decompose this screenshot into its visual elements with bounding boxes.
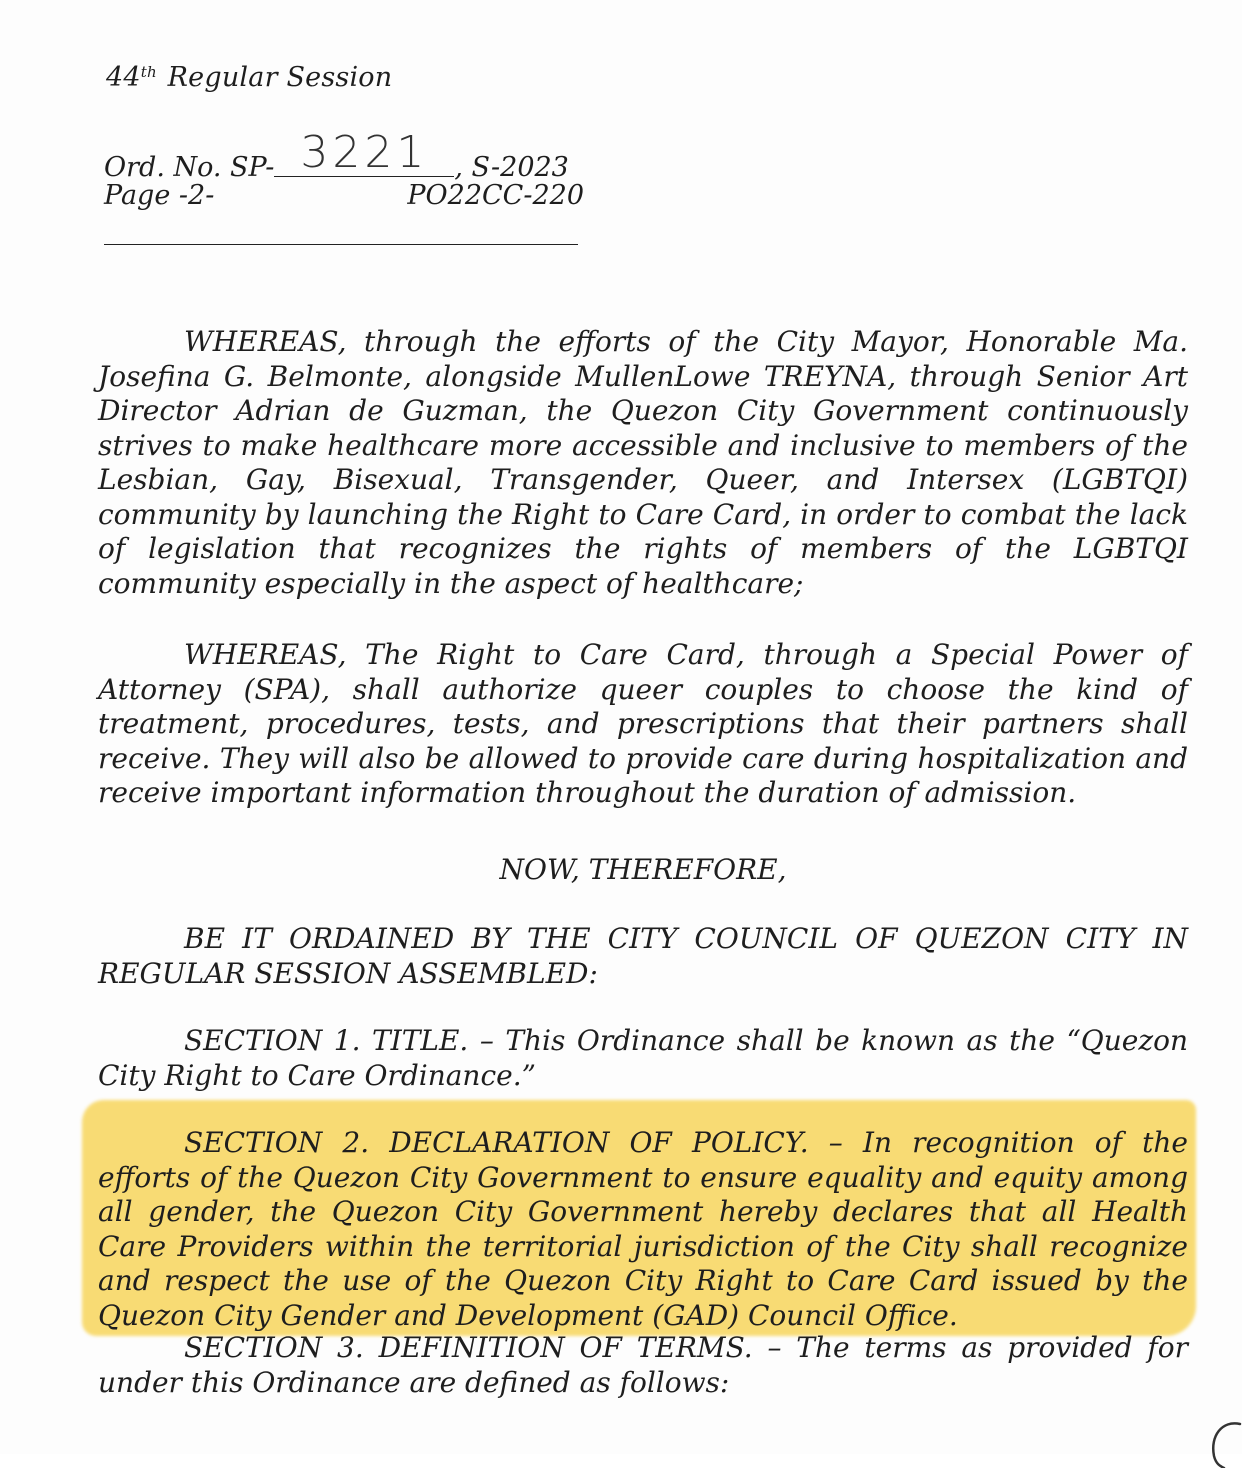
- page-label: Page -2-: [104, 180, 215, 211]
- ordinance-number-line: [104, 127, 569, 183]
- document-code: PO22CC-220: [407, 180, 584, 211]
- section-3-definition-of-terms: SECTION 3. DEFINITION OF TERMS. – The terms as provided for under this Ordinance are defined as follows:: [98, 1331, 1188, 1399]
- ordinance-prefix: Ord. No. SP-: [104, 152, 275, 183]
- session-label: Regular Session: [167, 62, 393, 93]
- whereas-clause-1: WHEREAS, through the efforts of the City Mayor, Honorable Ma. Josefina G. Belmonte, alongside MullenLowe TREYNA, through Senior Art Director Adrian de Guzman, the Quezon City Government continuously strives to make healthcare more accessible and inclusive to members of the Lesbian, Gay, Bisexual, Transgender, Queer, and Intersex (LGBTQI) community by launching the Right to Care Card, in order to combat the lack of legislation that recognizes the rights of members of the LGBTQI community especially in the aspect of healthcare;: [98, 325, 1188, 600]
- ordinance-number-blank: [274, 127, 454, 178]
- ordinance-number: 3221: [300, 127, 429, 178]
- now-therefore: NOW, THEREFORE,: [499, 853, 787, 886]
- section-1-title: SECTION 1. TITLE. – This Ordinance shall be known as the “Quezon City Right to Care Ordinance.”: [98, 1024, 1188, 1092]
- whereas-clause-2: WHEREAS, The Right to Care Card, through a Special Power of Attorney (SPA), shall authorize queer couples to choose the kind of treatment, procedures, tests, and prescriptions that their partners shall receive. They will also be allowed to provide care during hospitalization and receive important information throughout the duration of admission.: [98, 638, 1188, 809]
- page-number-line: [104, 180, 584, 211]
- ordaining-clause: BE IT ORDAINED BY THE CITY COUNCIL OF QUEZON CITY IN REGULAR SESSION ASSEMBLED:: [98, 922, 1188, 990]
- header-divider: [104, 244, 578, 245]
- ordinance-series: , S-2023: [454, 152, 569, 183]
- session-ordinal-number: 44: [106, 62, 141, 93]
- session-ordinal-suffix: th: [140, 63, 157, 81]
- section-2-declaration-of-policy: SECTION 2. DECLARATION OF POLICY. – In recognition of the efforts of the Quezon City Government to ensure equality and equity among all gender, the Quezon City Government hereby declares that all Health Care Providers within the territorial jurisdiction of the City shall recognize and respect the use of the Quezon City Right to Care Card issued by the Quezon City Gender and Development (GAD) Council Office.: [98, 1126, 1188, 1332]
- session-heading: [106, 62, 392, 93]
- pen-mark-icon: [1206, 1416, 1242, 1468]
